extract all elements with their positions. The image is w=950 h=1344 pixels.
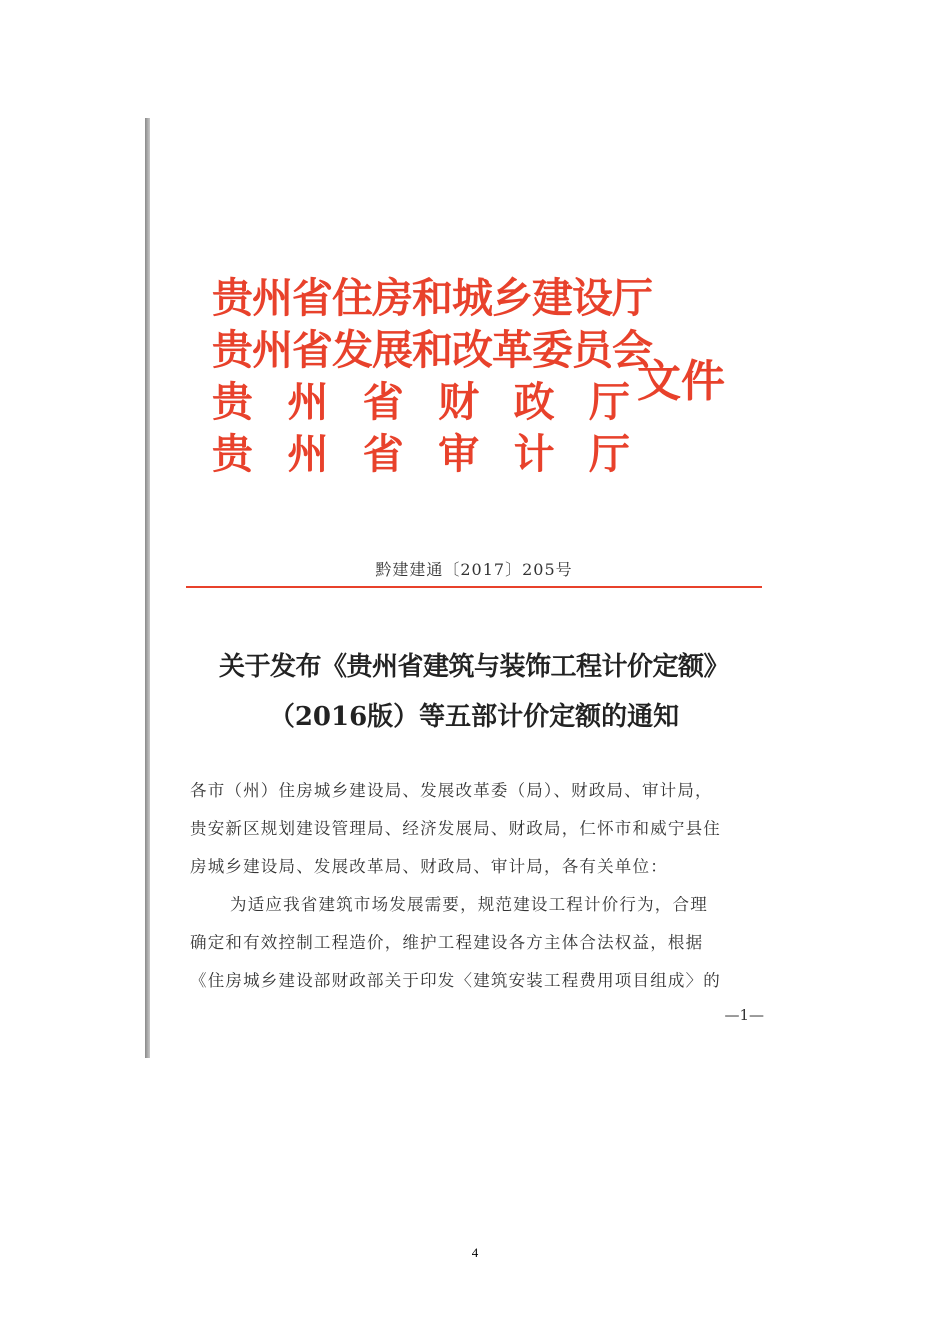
addressee-line: 各市（州）住房城乡建设局、发展改革委（局）、财政局、审计局， xyxy=(190,781,713,800)
title-line-1: 关于发布《贵州省建筑与装饰工程计价定额》 xyxy=(218,652,729,682)
addressee-line: 贵安新区规划建设管理局、经济发展局、财政局，仁怀市和威宁县住 xyxy=(190,819,721,838)
issuer-housing-dept: 贵州省住房和城乡建设厅 xyxy=(212,274,652,322)
issuing-authorities xyxy=(212,272,652,480)
title-line-2: （2016版）等五部计价定额的通知 xyxy=(268,702,680,732)
issuer-finance-dept: 贵 州 省 财 政 厅 xyxy=(212,378,630,426)
document-number: 黔建建通〔2017〕205号 xyxy=(375,560,573,579)
paragraph-line: 为适应我省建筑市场发展需要，规范建设工程计价行为，合理 xyxy=(230,895,708,914)
document-body xyxy=(190,772,764,1000)
red-divider xyxy=(186,586,762,588)
issuer-audit-dept: 贵 州 省 审 计 厅 xyxy=(212,430,630,478)
body-paragraph xyxy=(190,886,764,1000)
document-suffix: 文件 xyxy=(637,356,725,407)
document-title xyxy=(186,642,762,742)
addressee-block xyxy=(190,772,764,886)
paragraph-line: 《住房城乡建设部财政部关于印发〈建筑安装工程费用项目组成〉的 xyxy=(190,971,721,990)
scan-page-label: —1— xyxy=(724,1006,764,1024)
scan-binding-edge xyxy=(145,118,150,1058)
addressee-line: 房城乡建设局、发展改革局、财政局、审计局，各有关单位： xyxy=(190,857,668,876)
paragraph-line: 确定和有效控制工程造价，维护工程建设各方主体合法权益，根据 xyxy=(190,933,704,952)
issuer-development-commission: 贵州省发展和改革委员会 xyxy=(212,326,652,374)
page-number: 4 xyxy=(471,1245,479,1260)
